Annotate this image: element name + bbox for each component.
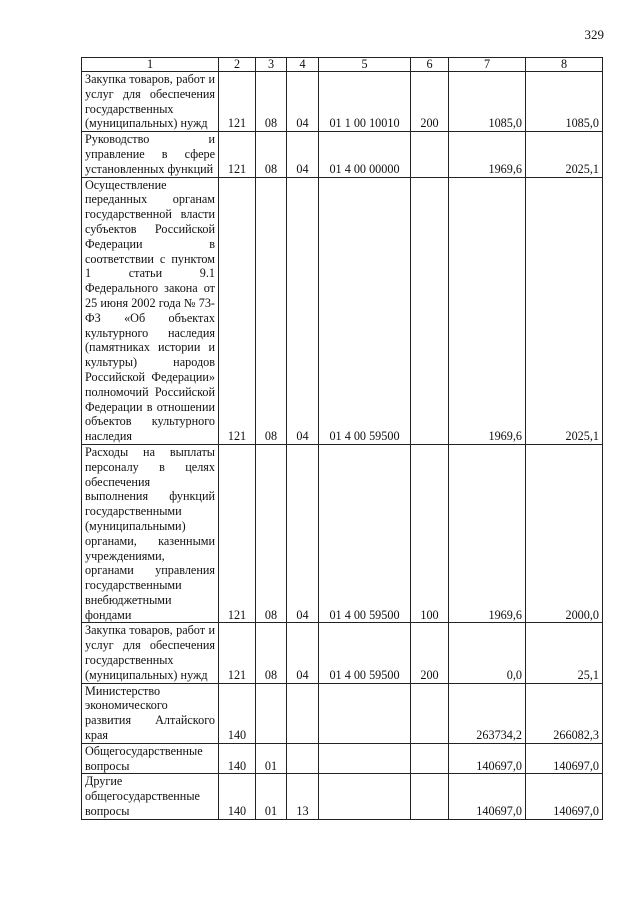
column-header: 8 <box>526 58 603 72</box>
page-number: 329 <box>584 27 604 42</box>
cell-c5: 01 1 00 10010 <box>319 72 411 132</box>
cell-c3: 08 <box>256 177 287 444</box>
cell-c8: 25,1 <box>526 623 603 683</box>
cell-c2: 140 <box>219 743 256 774</box>
cell-c8: 140697,0 <box>526 774 603 819</box>
cell-c5: 01 4 00 59500 <box>319 623 411 683</box>
cell-c6: 200 <box>411 72 449 132</box>
row-name: Общегосударственные вопросы <box>82 743 219 774</box>
cell-c5 <box>319 743 411 774</box>
table-row <box>82 72 603 132</box>
cell-c3: 08 <box>256 623 287 683</box>
cell-c4: 13 <box>287 774 319 819</box>
cell-c6: 200 <box>411 623 449 683</box>
table-row <box>82 743 603 774</box>
cell-c4: 04 <box>287 623 319 683</box>
budget-table <box>81 57 603 820</box>
cell-c5: 01 4 00 00000 <box>319 132 411 177</box>
cell-c6 <box>411 132 449 177</box>
cell-c2: 121 <box>219 177 256 444</box>
column-header: 3 <box>256 58 287 72</box>
cell-c8: 2000,0 <box>526 444 603 623</box>
cell-c5: 01 4 00 59500 <box>319 444 411 623</box>
cell-c3: 01 <box>256 743 287 774</box>
table-row <box>82 444 603 623</box>
table-row <box>82 132 603 177</box>
cell-c7: 0,0 <box>449 623 526 683</box>
cell-c3 <box>256 683 287 743</box>
cell-c5: 01 4 00 59500 <box>319 177 411 444</box>
cell-c6 <box>411 177 449 444</box>
cell-c6 <box>411 743 449 774</box>
cell-c2: 121 <box>219 132 256 177</box>
row-name: Закупка товаров, работ и услуг для обеспечения государственных (муниципальных) нужд <box>82 623 219 683</box>
cell-c8: 2025,1 <box>526 177 603 444</box>
cell-c2: 140 <box>219 683 256 743</box>
row-name: Другие общегосударственные вопросы <box>82 774 219 819</box>
row-name: Министерство экономического развития Алтайского края <box>82 683 219 743</box>
cell-c4 <box>287 743 319 774</box>
cell-c7: 1969,6 <box>449 444 526 623</box>
column-header: 4 <box>287 58 319 72</box>
cell-c6 <box>411 683 449 743</box>
cell-c7: 263734,2 <box>449 683 526 743</box>
cell-c7: 1969,6 <box>449 177 526 444</box>
cell-c7: 140697,0 <box>449 743 526 774</box>
cell-c4 <box>287 683 319 743</box>
column-header: 5 <box>319 58 411 72</box>
cell-c2: 140 <box>219 774 256 819</box>
cell-c8: 266082,3 <box>526 683 603 743</box>
cell-c8: 1085,0 <box>526 72 603 132</box>
cell-c2: 121 <box>219 444 256 623</box>
cell-c7: 140697,0 <box>449 774 526 819</box>
cell-c2: 121 <box>219 72 256 132</box>
cell-c8: 2025,1 <box>526 132 603 177</box>
column-header: 6 <box>411 58 449 72</box>
cell-c4: 04 <box>287 132 319 177</box>
column-header: 1 <box>82 58 219 72</box>
cell-c7: 1969,6 <box>449 132 526 177</box>
cell-c4: 04 <box>287 444 319 623</box>
cell-c3: 01 <box>256 774 287 819</box>
row-name: Руководство и управление в сфере установленных функций <box>82 132 219 177</box>
cell-c4: 04 <box>287 72 319 132</box>
row-name: Закупка товаров, работ и услуг для обеспечения государственных (муниципальных) нужд <box>82 72 219 132</box>
cell-c4: 04 <box>287 177 319 444</box>
table-row <box>82 177 603 444</box>
cell-c3: 08 <box>256 444 287 623</box>
row-name: Расходы на выплаты персоналу в целях обеспечения выполнения функций государственными (муниципальными) органами, казенными учреждениями, органами управления государственными внебюджетными фондами <box>82 444 219 623</box>
table-row <box>82 683 603 743</box>
cell-c5 <box>319 683 411 743</box>
row-name: Осуществление переданных органам государственной власти субъектов Российской Федерации в соответствии с пунктом 1 статьи 9.1 Федерального закона от 25 июня 2002 года № 73-ФЗ «Об объектах культурного наследия (памятниках истории и культуры) народов Российской Федерации» полномочий Российской Федерации в отношении объектов культурного наследия <box>82 177 219 444</box>
cell-c2: 121 <box>219 623 256 683</box>
column-header: 2 <box>219 58 256 72</box>
cell-c6 <box>411 774 449 819</box>
cell-c5 <box>319 774 411 819</box>
cell-c8: 140697,0 <box>526 743 603 774</box>
cell-c3: 08 <box>256 72 287 132</box>
table-row <box>82 774 603 819</box>
column-header: 7 <box>449 58 526 72</box>
cell-c6: 100 <box>411 444 449 623</box>
table-row <box>82 623 603 683</box>
header-row <box>82 58 603 72</box>
cell-c3: 08 <box>256 132 287 177</box>
cell-c7: 1085,0 <box>449 72 526 132</box>
